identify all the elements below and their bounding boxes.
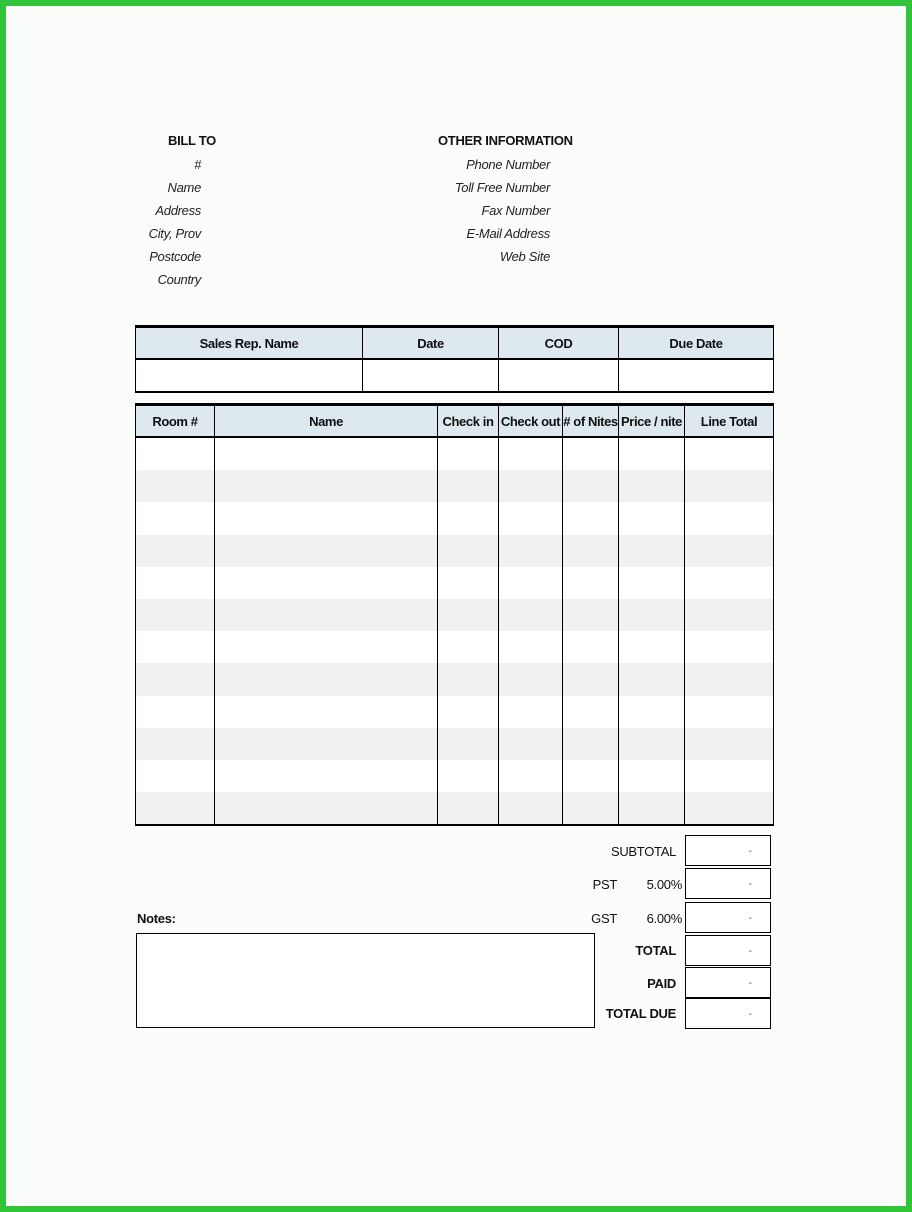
table-cell[interactable] (619, 599, 685, 631)
table-cell[interactable] (619, 437, 685, 470)
table-cell[interactable] (499, 631, 563, 663)
table-cell[interactable] (563, 663, 619, 695)
gst-rate[interactable]: 6.00% (646, 911, 682, 926)
table-row (136, 696, 774, 728)
table-cell[interactable] (685, 599, 774, 631)
invoice-page (6, 6, 906, 1206)
table-cell[interactable] (685, 696, 774, 728)
bill-to-city-label: City, Prov (148, 226, 201, 241)
cod-header: COD (499, 327, 619, 360)
table-row (136, 760, 774, 792)
website-label: Web Site (499, 249, 550, 264)
nites-header: # of Nites (563, 405, 619, 438)
table-cell[interactable] (136, 760, 215, 792)
table-cell[interactable] (215, 728, 438, 760)
notes-box[interactable] (136, 933, 595, 1028)
pst-label: PST (592, 877, 617, 892)
table-cell[interactable] (563, 696, 619, 728)
table-cell[interactable] (685, 760, 774, 792)
bill-to-number-label: # (194, 157, 201, 172)
table-row (136, 437, 774, 470)
table-cell[interactable] (619, 663, 685, 695)
table-row (136, 470, 774, 502)
sales-rep-header: Sales Rep. Name (136, 327, 363, 360)
table-cell[interactable] (619, 470, 685, 502)
table-cell[interactable] (136, 696, 215, 728)
bill-to-postcode-label: Postcode (149, 249, 201, 264)
notes-label: Notes: (137, 911, 176, 926)
table-cell[interactable] (685, 663, 774, 695)
price-header: Price / nite (619, 405, 685, 438)
sales-rep-table (135, 325, 774, 393)
table-cell[interactable] (619, 728, 685, 760)
table-cell[interactable] (499, 792, 563, 825)
email-label: E-Mail Address (466, 226, 550, 241)
table-row (136, 535, 774, 567)
table-cell[interactable] (619, 535, 685, 567)
table-cell[interactable] (136, 502, 215, 534)
bill-to-heading: BILL TO (168, 133, 216, 148)
table-cell[interactable] (499, 663, 563, 695)
table-cell[interactable] (215, 696, 438, 728)
table-cell[interactable] (563, 535, 619, 567)
table-cell[interactable] (499, 728, 563, 760)
table-cell[interactable] (685, 728, 774, 760)
name-header: Name (215, 405, 438, 438)
total-value[interactable]: - (685, 935, 771, 966)
total-due-label: TOTAL DUE (605, 1006, 676, 1021)
table-cell[interactable] (499, 696, 563, 728)
table-cell[interactable] (619, 502, 685, 534)
table-cell[interactable] (215, 470, 438, 502)
date-cell[interactable] (363, 359, 499, 392)
table-cell[interactable] (499, 760, 563, 792)
table-cell[interactable] (563, 792, 619, 825)
table-cell[interactable] (215, 663, 438, 695)
subtotal-label: SUBTOTAL (610, 844, 676, 859)
table-cell[interactable] (499, 599, 563, 631)
table-cell[interactable] (685, 792, 774, 825)
total-due-value[interactable]: - (685, 998, 771, 1029)
table-cell[interactable] (619, 567, 685, 599)
sales-rep-cell[interactable] (136, 359, 363, 392)
table-cell[interactable] (563, 567, 619, 599)
line-total-header: Line Total (685, 405, 774, 438)
table-cell[interactable] (563, 437, 619, 470)
table-cell[interactable] (215, 535, 438, 567)
pst-rate[interactable]: 5.00% (646, 877, 682, 892)
fax-number-label: Fax Number (481, 203, 550, 218)
total-label: TOTAL (635, 943, 676, 958)
table-row (136, 663, 774, 695)
date-header: Date (363, 327, 499, 360)
gst-label: GST (591, 911, 617, 926)
line-items-body (136, 437, 774, 825)
table-cell[interactable] (438, 631, 499, 663)
table-cell[interactable] (685, 567, 774, 599)
table-cell[interactable] (215, 792, 438, 825)
table-cell[interactable] (685, 470, 774, 502)
table-cell[interactable] (215, 760, 438, 792)
table-row (136, 502, 774, 534)
due-date-cell[interactable] (619, 359, 774, 392)
table-cell[interactable] (685, 502, 774, 534)
table-cell[interactable] (136, 792, 215, 825)
table-cell[interactable] (136, 470, 215, 502)
table-cell[interactable] (438, 760, 499, 792)
other-info-heading: OTHER INFORMATION (438, 133, 573, 148)
table-cell[interactable] (215, 437, 438, 470)
table-cell[interactable] (619, 760, 685, 792)
gst-value[interactable]: - (685, 902, 771, 933)
line-items-table (135, 403, 774, 826)
table-cell[interactable] (438, 663, 499, 695)
table-row (136, 728, 774, 760)
check-out-header: Check out (499, 405, 563, 438)
table-cell[interactable] (499, 502, 563, 534)
table-row (136, 792, 774, 825)
table-cell[interactable] (136, 663, 215, 695)
table-cell[interactable] (438, 535, 499, 567)
table-cell[interactable] (438, 599, 499, 631)
table-cell[interactable] (685, 535, 774, 567)
table-cell[interactable] (619, 696, 685, 728)
table-cell[interactable] (215, 631, 438, 663)
bill-to-address-label: Address (155, 203, 201, 218)
check-in-header: Check in (438, 405, 499, 438)
table-cell[interactable] (215, 502, 438, 534)
table-cell[interactable] (438, 470, 499, 502)
subtotal-value[interactable]: - (685, 835, 771, 866)
table-cell[interactable] (499, 470, 563, 502)
toll-free-label: Toll Free Number (454, 180, 550, 195)
table-cell[interactable] (438, 437, 499, 470)
table-cell[interactable] (438, 792, 499, 825)
table-cell[interactable] (499, 567, 563, 599)
table-cell[interactable] (136, 599, 215, 631)
table-cell[interactable] (563, 728, 619, 760)
bill-to-name-label: Name (167, 180, 201, 195)
table-cell[interactable] (499, 535, 563, 567)
table-cell[interactable] (215, 567, 438, 599)
table-cell[interactable] (563, 631, 619, 663)
cod-cell[interactable] (499, 359, 619, 392)
table-cell[interactable] (619, 792, 685, 825)
paid-value[interactable]: - (685, 967, 771, 998)
table-cell[interactable] (619, 631, 685, 663)
pst-value[interactable]: - (685, 868, 771, 899)
table-cell[interactable] (685, 437, 774, 470)
table-row (136, 631, 774, 663)
table-row (136, 567, 774, 599)
table-cell[interactable] (438, 502, 499, 534)
room-header: Room # (136, 405, 215, 438)
table-cell[interactable] (563, 470, 619, 502)
table-cell[interactable] (685, 631, 774, 663)
paid-label: PAID (647, 976, 676, 991)
table-cell[interactable] (136, 437, 215, 470)
table-cell[interactable] (438, 728, 499, 760)
bill-to-country-label: Country (157, 272, 201, 287)
table-cell[interactable] (438, 567, 499, 599)
table-cell[interactable] (438, 696, 499, 728)
due-date-header: Due Date (619, 327, 774, 360)
table-cell[interactable] (499, 437, 563, 470)
table-cell[interactable] (563, 502, 619, 534)
phone-number-label: Phone Number (466, 157, 550, 172)
table-cell[interactable] (136, 631, 215, 663)
table-cell[interactable] (563, 599, 619, 631)
table-cell[interactable] (563, 760, 619, 792)
table-row (136, 599, 774, 631)
table-cell[interactable] (136, 535, 215, 567)
table-cell[interactable] (136, 567, 215, 599)
table-cell[interactable] (136, 728, 215, 760)
table-cell[interactable] (215, 599, 438, 631)
